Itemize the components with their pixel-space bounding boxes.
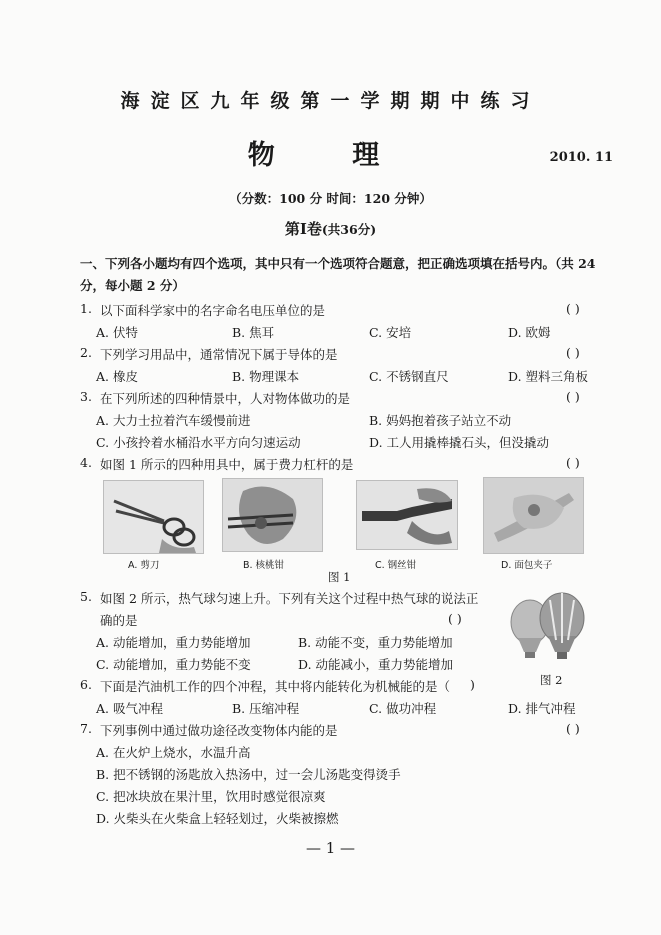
question-5-option-d: D. 动能减小，重力势能增加 [298, 657, 454, 672]
question-7-option-c: C. 把冰块放在果汁里，饮用时感觉很凉爽 [96, 789, 326, 804]
question-2-option-a: A. 橡皮 [96, 369, 138, 384]
figure-1-label-d: D. 面包夹子 [501, 560, 553, 571]
question-5-text-continued: 确的是 [100, 613, 138, 628]
question-5-number: 5. [80, 589, 92, 604]
answer-bracket[interactable]: ( ) [566, 345, 580, 360]
bread-tongs-image [483, 477, 584, 554]
exam-date: 2010. 11 [549, 150, 613, 165]
question-7-text: 下列事例中通过做功途径改变物体内能的是 [100, 723, 338, 738]
answer-bracket[interactable]: ( ) [566, 455, 580, 470]
section-heading [0, 218, 661, 239]
score-time-info: （分数：100 分 时间：120 分钟） [229, 191, 432, 206]
question-6-option-c: C. 做功冲程 [369, 701, 437, 716]
question-6-option-b: B. 压缩冲程 [232, 701, 300, 716]
pliers-image [356, 480, 458, 550]
question-2-number: 2. [80, 345, 92, 360]
figure-1-label-a: A. 剪刀 [128, 560, 160, 571]
question-5-option-b: B. 动能不变，重力势能增加 [298, 635, 453, 650]
figure-1-caption: 图 1 [328, 570, 351, 584]
question-3-option-a: A. 大力士拉着汽车缓慢前进 [96, 413, 251, 428]
question-1-option-c: C. 安培 [369, 325, 412, 340]
question-5-text: 如图 2 所示，热气球匀速上升。下列有关这个过程中热气球的说法正 [100, 591, 479, 606]
question-3-text: 在下列所述的四种情景中，人对物体做功的是 [100, 391, 351, 406]
question-7-number: 7. [80, 721, 92, 736]
question-7-option-d: D. 火柴头在火柴盒上轻轻划过，火柴被擦燃 [96, 811, 339, 826]
exam-title: 海淀区九年级第一学期期中练习 [120, 90, 541, 112]
section-title: 第Ⅰ卷 [284, 220, 322, 238]
section-points: (共36分) [321, 222, 377, 237]
answer-bracket[interactable]: ( ) [566, 301, 580, 316]
question-6-option-d: D. 排气冲程 [508, 701, 576, 716]
question-3-option-d: D. 工人用撬棒撬石头，但没撬动 [369, 435, 550, 450]
question-4-text: 如图 1 所示的四种用具中，属于费力杠杆的是 [100, 457, 354, 472]
question-1-number: 1. [80, 301, 92, 316]
question-4-number: 4. [80, 455, 92, 470]
question-6-option-a: A. 吸气冲程 [96, 701, 163, 716]
subject-title: 物 理 [247, 140, 414, 171]
question-5-option-a: A. 动能增加，重力势能增加 [96, 635, 251, 650]
question-3-option-b: B. 妈妈抱着孩子站立不动 [369, 413, 512, 428]
figure-1-label-b: B. 核桃钳 [243, 560, 285, 571]
scissors-image [103, 480, 204, 554]
question-2-option-d: D. 塑料三角板 [508, 369, 589, 384]
question-1-text: 以下面科学家中的名字命名电压单位的是 [100, 303, 326, 318]
page-number: — 1 — [305, 839, 356, 857]
hot-air-balloon-image [500, 588, 595, 668]
question-3-number: 3. [80, 389, 92, 404]
question-2-option-b: B. 物理课本 [232, 369, 300, 384]
answer-close-paren: ) [470, 677, 475, 692]
answer-bracket[interactable]: ( ) [448, 611, 462, 626]
nutcracker-image [222, 478, 323, 552]
question-6-number: 6. [80, 677, 92, 692]
question-2-text: 下列学习用品中，通常情况下属于导体的是 [100, 347, 338, 362]
question-6-text: 下面是汽油机工作的四个冲程，其中将内能转化为机械能的是（ [100, 679, 451, 694]
figure-1-label-c: C. 钢丝钳 [375, 560, 417, 571]
question-1-option-b: B. 焦耳 [232, 325, 275, 340]
figure-2-caption: 图 2 [540, 673, 563, 687]
question-1-option-a: A. 伏特 [96, 325, 138, 340]
question-2-option-c: C. 不锈钢直尺 [369, 369, 449, 384]
answer-bracket[interactable]: ( ) [566, 721, 580, 736]
question-3-option-c: C. 小孩拎着水桶沿水平方向匀速运动 [96, 435, 301, 450]
question-7-option-b: B. 把不锈钢的汤匙放入热汤中，过一会儿汤匙变得烫手 [96, 767, 401, 782]
question-1-option-d: D. 欧姆 [508, 325, 551, 340]
instructions: 一、下列各小题均有四个选项，其中只有一个选项符合题意，把正确选项填在括号内。（共 24 分，每小题 2 分） [80, 256, 596, 293]
question-5-option-c: C. 动能增加，重力势能不变 [96, 657, 251, 672]
question-7-option-a: A. 在火炉上烧水，水温升高 [96, 745, 251, 760]
answer-bracket[interactable]: ( ) [566, 389, 580, 404]
